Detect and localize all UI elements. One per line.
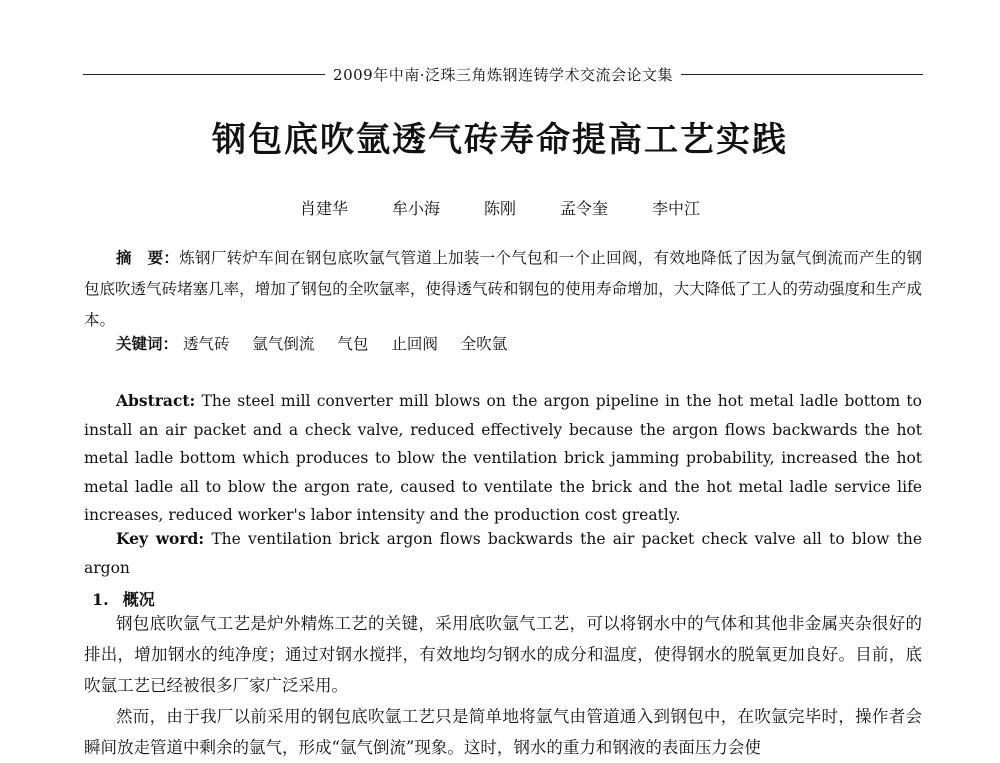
keyword: 氩气倒流: [252, 335, 315, 353]
section-title: 概况: [122, 590, 155, 609]
header-rule-right: [681, 74, 923, 75]
keyword: 气包: [337, 335, 369, 353]
body-paragraph: 然而，由于我厂以前采用的钢包底吹氩工艺只是简单地将氩气由管道通入到钢包中，在吹氩完毕时，操作者会瞬间放走管道中剩余的氩气，形成“氩气倒流”现象。这时，钢水的重力和钢液的表面压力会使: [84, 707, 922, 757]
keywords-label-en: Key word:: [116, 529, 205, 548]
author-name: 李中江: [652, 199, 701, 218]
body-paragraph: 钢包底吹氩气工艺是炉外精炼工艺的关键，采用底吹氩气工艺，可以将钢水中的气体和其他非金属夹杂很好的排出，增加钢水的纯净度；通过对钢水搅拌，有效地均匀钢水的成分和温度，使得钢水的脱氧更加良好。目前，底吹氩工艺已经被很多厂家广泛采用。: [84, 614, 922, 695]
keyword: 止回阀: [391, 335, 438, 353]
author-name: 孟令奎: [560, 199, 609, 218]
chinese-abstract: [84, 242, 922, 336]
author-name: 陈刚: [483, 199, 516, 218]
author-list: [0, 196, 1000, 219]
abstract-text-en: The steel mill converter mill blows on the argon pipeline in the hot metal ladle bottom to install an air packet and a check valve, reduced effectively because the argon flows backwards the hot metal ladle bottom which produces to blow the ventilation brick jamming probability, increased the hot metal ladle all to blow the argon rate, caused to ventilate the brick and the hot metal ladle service life increases, reduced worker's labor intensity and the production cost greatly.: [84, 392, 922, 524]
section-number: 1.: [92, 590, 109, 609]
author-name: 牟小海: [391, 199, 440, 218]
running-title: 2009年中南·泛珠三角炼钢连铸学术交流会论文集: [333, 65, 673, 84]
chinese-keywords: [116, 332, 525, 354]
abstract-text-zh: 炼钢厂转炉车间在钢包底吹氩气管道上加装一个气包和一个止回阀，有效地降低了因为氩气倒流而产生的钢包底吹透气砖堵塞几率，增加了钢包的全吹氩率，使得透气砖和钢包的使用寿命增加，大大降低了工人的劳动强度和生产成本。: [84, 249, 922, 329]
section-heading: [92, 587, 155, 610]
keywords-label-zh: 关键词：: [116, 334, 179, 353]
keywords-text-en: The ventilation brick argon flows backwards the air packet check valve all to blow the argon: [84, 530, 922, 577]
running-header: [83, 64, 923, 84]
abstract-label-zh: 摘 要：: [116, 248, 180, 267]
header-rule-left: [83, 74, 325, 75]
paper-title: 钢包底吹氩透气砖寿命提高工艺实践: [212, 120, 788, 160]
abstract-label-en: Abstract:: [116, 391, 196, 410]
keyword: 透气砖: [182, 335, 230, 353]
keyword: 全吹氩: [460, 335, 508, 353]
english-keywords: [84, 525, 922, 582]
english-abstract: [84, 387, 922, 530]
author-name: 肖建华: [299, 199, 348, 218]
